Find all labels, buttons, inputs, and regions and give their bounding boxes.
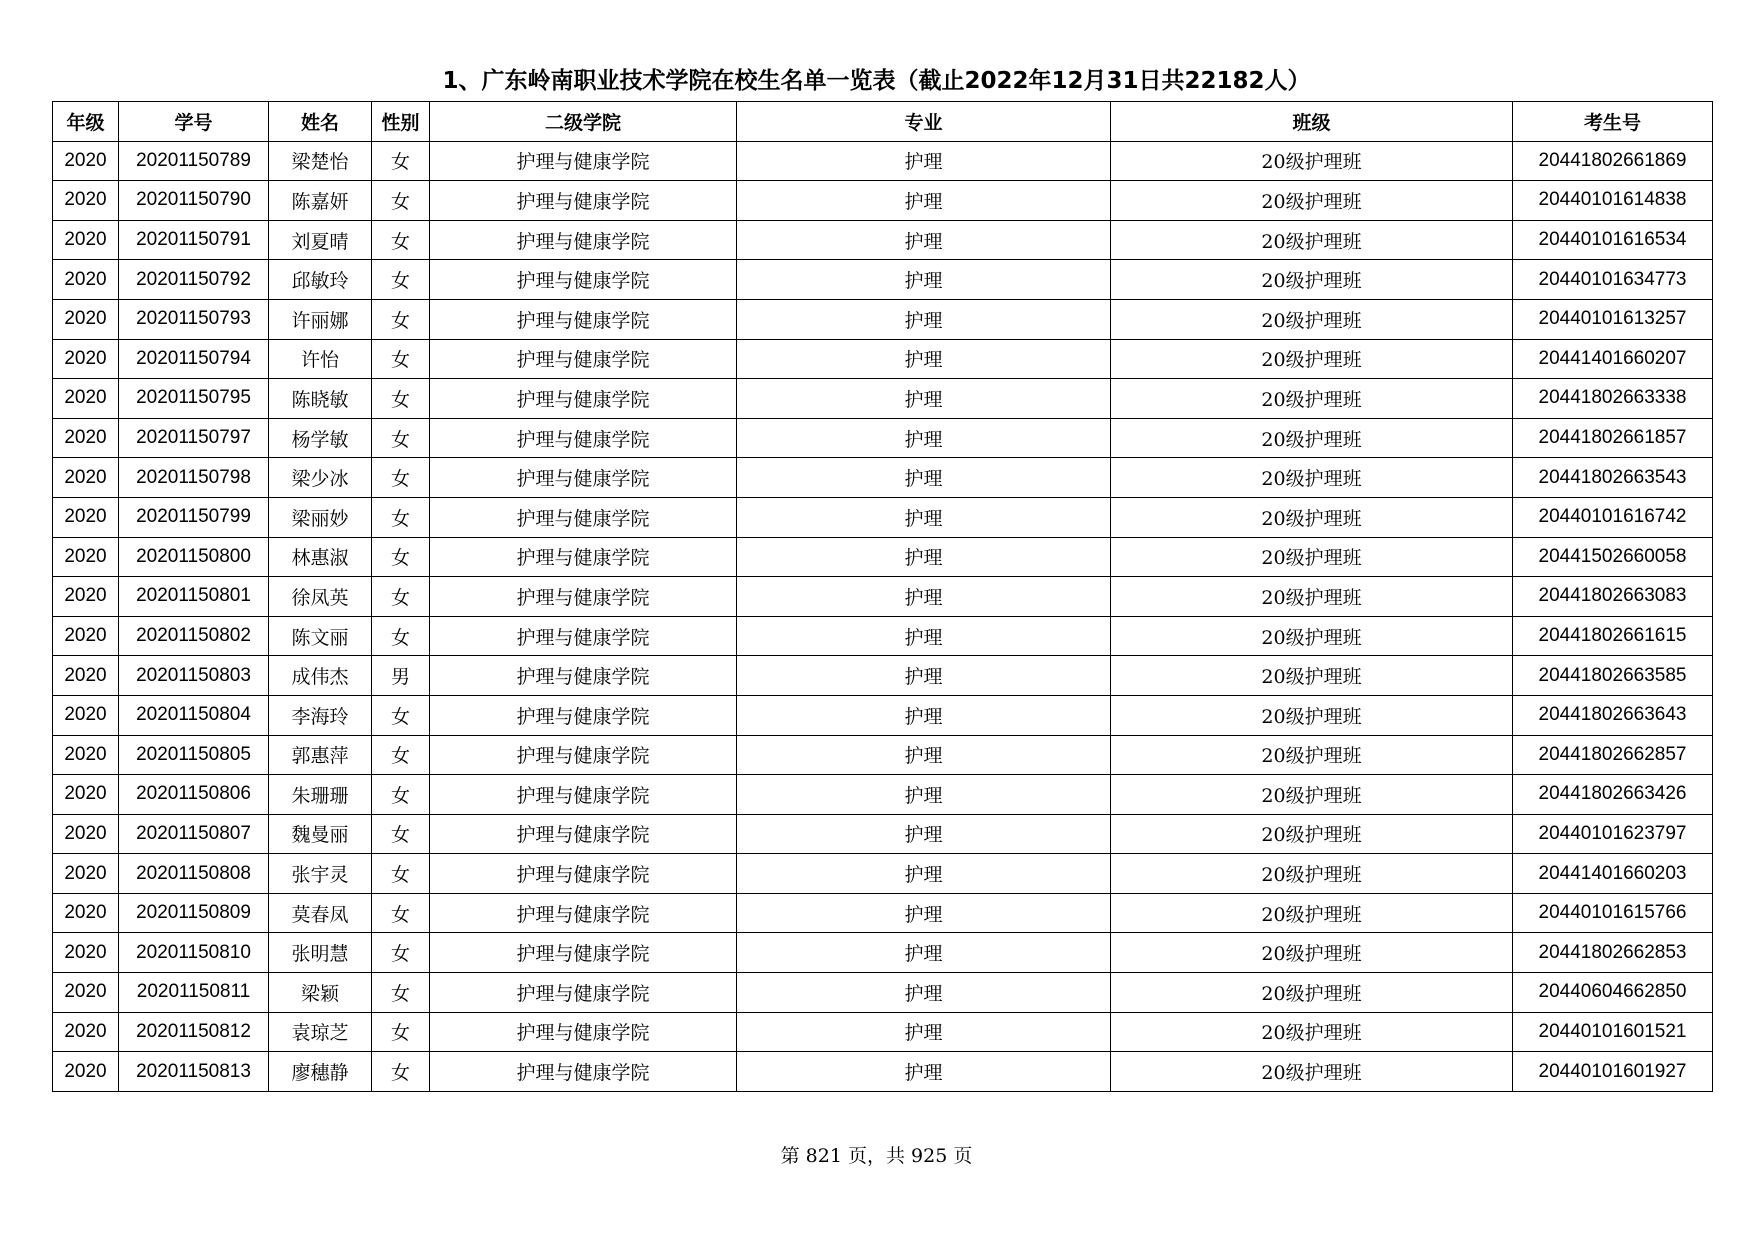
class-cell: 20级护理班	[1111, 854, 1513, 894]
class-cell: 20级护理班	[1111, 893, 1513, 933]
name-cell: 梁丽妙	[269, 497, 372, 537]
name-cell: 刘夏晴	[269, 220, 372, 260]
name-cell: 林惠淑	[269, 537, 372, 577]
table-row	[53, 577, 1713, 617]
grade-cell: 2020	[53, 418, 119, 458]
name-cell: 朱珊珊	[269, 775, 372, 815]
student-id-cell: 20201150791	[119, 220, 269, 260]
exam-number-cell: 20441802661857	[1513, 418, 1713, 458]
student-id-cell: 20201150805	[119, 735, 269, 775]
student-id-cell: 20201150803	[119, 656, 269, 696]
table-row	[53, 299, 1713, 339]
gender-cell: 女	[372, 497, 430, 537]
class-header: 班级	[1111, 102, 1513, 142]
table-row	[53, 458, 1713, 498]
student-id-header: 学号	[119, 102, 269, 142]
name-cell: 郭惠萍	[269, 735, 372, 775]
college-cell: 护理与健康学院	[430, 854, 737, 894]
grade-cell: 2020	[53, 497, 119, 537]
major-cell: 护理	[737, 973, 1111, 1013]
major-cell: 护理	[737, 299, 1111, 339]
major-header: 专业	[737, 102, 1111, 142]
grade-cell: 2020	[53, 1012, 119, 1052]
exam-number-cell: 20441802661615	[1513, 616, 1713, 656]
name-cell: 莫春凤	[269, 893, 372, 933]
major-cell: 护理	[737, 141, 1111, 181]
grade-cell: 2020	[53, 141, 119, 181]
class-cell: 20级护理班	[1111, 497, 1513, 537]
gender-cell: 女	[372, 933, 430, 973]
gender-cell: 女	[372, 695, 430, 735]
class-cell: 20级护理班	[1111, 458, 1513, 498]
exam-number-cell: 20440101616534	[1513, 220, 1713, 260]
grade-cell: 2020	[53, 933, 119, 973]
class-cell: 20级护理班	[1111, 379, 1513, 419]
class-cell: 20级护理班	[1111, 220, 1513, 260]
class-cell: 20级护理班	[1111, 735, 1513, 775]
major-cell: 护理	[737, 418, 1111, 458]
gender-cell: 女	[372, 260, 430, 300]
major-cell: 护理	[737, 339, 1111, 379]
name-cell: 徐凤英	[269, 577, 372, 617]
gender-cell: 女	[372, 220, 430, 260]
grade-cell: 2020	[53, 695, 119, 735]
class-cell: 20级护理班	[1111, 656, 1513, 696]
name-cell: 梁楚怡	[269, 141, 372, 181]
college-cell: 护理与健康学院	[430, 1012, 737, 1052]
college-cell: 护理与健康学院	[430, 735, 737, 775]
exam-number-cell: 20441802663083	[1513, 577, 1713, 617]
grade-cell: 2020	[53, 1052, 119, 1092]
student-id-cell: 20201150811	[119, 973, 269, 1013]
exam-number-cell: 20440101614838	[1513, 181, 1713, 221]
table-row	[53, 854, 1713, 894]
college-cell: 护理与健康学院	[430, 537, 737, 577]
class-cell: 20级护理班	[1111, 418, 1513, 458]
grade-cell: 2020	[53, 893, 119, 933]
exam-number-cell: 20440101634773	[1513, 260, 1713, 300]
header-row	[53, 102, 1713, 142]
major-cell: 护理	[737, 616, 1111, 656]
student-id-cell: 20201150799	[119, 497, 269, 537]
exam-number-cell: 20441401660207	[1513, 339, 1713, 379]
student-id-cell: 20201150808	[119, 854, 269, 894]
class-cell: 20级护理班	[1111, 260, 1513, 300]
student-id-cell: 20201150810	[119, 933, 269, 973]
grade-cell: 2020	[53, 537, 119, 577]
student-id-cell: 20201150792	[119, 260, 269, 300]
major-cell: 护理	[737, 656, 1111, 696]
major-cell: 护理	[737, 181, 1111, 221]
grade-cell: 2020	[53, 577, 119, 617]
student-id-cell: 20201150804	[119, 695, 269, 735]
gender-cell: 女	[372, 299, 430, 339]
gender-cell: 女	[372, 181, 430, 221]
exam-number-cell: 20440101601521	[1513, 1012, 1713, 1052]
name-cell: 李海玲	[269, 695, 372, 735]
grade-cell: 2020	[53, 260, 119, 300]
student-roster-table	[52, 101, 1713, 1092]
grade-cell: 2020	[53, 814, 119, 854]
name-cell: 魏曼丽	[269, 814, 372, 854]
name-cell: 成伟杰	[269, 656, 372, 696]
college-cell: 护理与健康学院	[430, 933, 737, 973]
class-cell: 20级护理班	[1111, 775, 1513, 815]
grade-cell: 2020	[53, 379, 119, 419]
class-cell: 20级护理班	[1111, 339, 1513, 379]
major-cell: 护理	[737, 537, 1111, 577]
exam-number-cell: 20441802663338	[1513, 379, 1713, 419]
class-cell: 20级护理班	[1111, 299, 1513, 339]
class-cell: 20级护理班	[1111, 577, 1513, 617]
major-cell: 护理	[737, 260, 1111, 300]
class-cell: 20级护理班	[1111, 1052, 1513, 1092]
college-cell: 护理与健康学院	[430, 1052, 737, 1092]
college-cell: 护理与健康学院	[430, 418, 737, 458]
college-cell: 护理与健康学院	[430, 339, 737, 379]
table-row	[53, 933, 1713, 973]
table-row	[53, 1052, 1713, 1092]
student-id-cell: 20201150795	[119, 379, 269, 419]
gender-cell: 女	[372, 814, 430, 854]
major-cell: 护理	[737, 220, 1111, 260]
class-cell: 20级护理班	[1111, 814, 1513, 854]
name-cell: 张明慧	[269, 933, 372, 973]
class-cell: 20级护理班	[1111, 181, 1513, 221]
table-row	[53, 418, 1713, 458]
college-cell: 护理与健康学院	[430, 181, 737, 221]
college-cell: 护理与健康学院	[430, 893, 737, 933]
student-id-cell: 20201150807	[119, 814, 269, 854]
major-cell: 护理	[737, 379, 1111, 419]
student-id-cell: 20201150797	[119, 418, 269, 458]
student-id-cell: 20201150793	[119, 299, 269, 339]
exam-number-header: 考生号	[1513, 102, 1713, 142]
exam-number-cell: 20440101615766	[1513, 893, 1713, 933]
table-row	[53, 339, 1713, 379]
table-row	[53, 1012, 1713, 1052]
college-cell: 护理与健康学院	[430, 775, 737, 815]
college-cell: 护理与健康学院	[430, 577, 737, 617]
major-cell: 护理	[737, 893, 1111, 933]
gender-cell: 女	[372, 854, 430, 894]
exam-number-cell: 20440604662850	[1513, 973, 1713, 1013]
exam-number-cell: 20440101616742	[1513, 497, 1713, 537]
college-cell: 护理与健康学院	[430, 458, 737, 498]
name-cell: 许丽娜	[269, 299, 372, 339]
grade-cell: 2020	[53, 339, 119, 379]
name-header: 姓名	[269, 102, 372, 142]
exam-number-cell: 20440101601927	[1513, 1052, 1713, 1092]
table-row	[53, 656, 1713, 696]
table-row	[53, 893, 1713, 933]
table-row	[53, 735, 1713, 775]
table-row	[53, 814, 1713, 854]
gender-cell: 女	[372, 973, 430, 1013]
major-cell: 护理	[737, 1012, 1111, 1052]
table-row	[53, 220, 1713, 260]
college-cell: 护理与健康学院	[430, 973, 737, 1013]
name-cell: 袁琼芝	[269, 1012, 372, 1052]
exam-number-cell: 20441802662857	[1513, 735, 1713, 775]
gender-cell: 女	[372, 1012, 430, 1052]
major-cell: 护理	[737, 775, 1111, 815]
gender-header: 性别	[372, 102, 430, 142]
major-cell: 护理	[737, 735, 1111, 775]
gender-cell: 女	[372, 379, 430, 419]
grade-cell: 2020	[53, 299, 119, 339]
gender-cell: 女	[372, 537, 430, 577]
table-header	[53, 102, 1713, 142]
college-cell: 护理与健康学院	[430, 616, 737, 656]
student-id-cell: 20201150806	[119, 775, 269, 815]
name-cell: 陈文丽	[269, 616, 372, 656]
grade-cell: 2020	[53, 656, 119, 696]
student-id-cell: 20201150789	[119, 141, 269, 181]
page-number: 第 821 页，共 925 页	[780, 1145, 973, 1167]
student-id-cell: 20201150802	[119, 616, 269, 656]
document-title: 1、广东岭南职业技术学院在校生名单一览表（截止2022年12月31日共22182人）	[442, 68, 1311, 94]
table-row	[53, 616, 1713, 656]
name-cell: 张宇灵	[269, 854, 372, 894]
class-cell: 20级护理班	[1111, 141, 1513, 181]
table-row	[53, 973, 1713, 1013]
gender-cell: 女	[372, 418, 430, 458]
name-cell: 陈晓敏	[269, 379, 372, 419]
gender-cell: 男	[372, 656, 430, 696]
table-row	[53, 537, 1713, 577]
table-row	[53, 379, 1713, 419]
gender-cell: 女	[372, 735, 430, 775]
college-cell: 护理与健康学院	[430, 260, 737, 300]
name-cell: 邱敏玲	[269, 260, 372, 300]
table-row	[53, 497, 1713, 537]
gender-cell: 女	[372, 893, 430, 933]
class-cell: 20级护理班	[1111, 695, 1513, 735]
name-cell: 廖穗静	[269, 1052, 372, 1092]
name-cell: 梁少冰	[269, 458, 372, 498]
exam-number-cell: 20441401660203	[1513, 854, 1713, 894]
table-row	[53, 775, 1713, 815]
college-cell: 护理与健康学院	[430, 695, 737, 735]
major-cell: 护理	[737, 458, 1111, 498]
grade-cell: 2020	[53, 973, 119, 1013]
student-id-cell: 20201150809	[119, 893, 269, 933]
table-body	[53, 141, 1713, 1091]
major-cell: 护理	[737, 497, 1111, 537]
grade-cell: 2020	[53, 616, 119, 656]
exam-number-cell: 20441802663426	[1513, 775, 1713, 815]
class-cell: 20级护理班	[1111, 973, 1513, 1013]
class-cell: 20级护理班	[1111, 1012, 1513, 1052]
grade-cell: 2020	[53, 735, 119, 775]
college-cell: 护理与健康学院	[430, 497, 737, 537]
exam-number-cell: 20441802662853	[1513, 933, 1713, 973]
student-id-cell: 20201150798	[119, 458, 269, 498]
gender-cell: 女	[372, 339, 430, 379]
major-cell: 护理	[737, 1052, 1111, 1092]
major-cell: 护理	[737, 933, 1111, 973]
name-cell: 许怡	[269, 339, 372, 379]
grade-cell: 2020	[53, 181, 119, 221]
class-cell: 20级护理班	[1111, 537, 1513, 577]
table-row	[53, 181, 1713, 221]
college-cell: 护理与健康学院	[430, 379, 737, 419]
grade-cell: 2020	[53, 458, 119, 498]
gender-cell: 女	[372, 458, 430, 498]
grade-cell: 2020	[53, 220, 119, 260]
major-cell: 护理	[737, 577, 1111, 617]
college-cell: 护理与健康学院	[430, 220, 737, 260]
gender-cell: 女	[372, 775, 430, 815]
student-id-cell: 20201150794	[119, 339, 269, 379]
gender-cell: 女	[372, 1052, 430, 1092]
exam-number-cell: 20441802663543	[1513, 458, 1713, 498]
gender-cell: 女	[372, 616, 430, 656]
student-id-cell: 20201150813	[119, 1052, 269, 1092]
student-id-cell: 20201150790	[119, 181, 269, 221]
college-cell: 护理与健康学院	[430, 141, 737, 181]
major-cell: 护理	[737, 695, 1111, 735]
exam-number-cell: 20441802663643	[1513, 695, 1713, 735]
class-cell: 20级护理班	[1111, 616, 1513, 656]
exam-number-cell: 20441502660058	[1513, 537, 1713, 577]
college-cell: 护理与健康学院	[430, 656, 737, 696]
class-cell: 20级护理班	[1111, 933, 1513, 973]
name-cell: 陈嘉妍	[269, 181, 372, 221]
exam-number-cell: 20441802663585	[1513, 656, 1713, 696]
student-id-cell: 20201150800	[119, 537, 269, 577]
college-cell: 护理与健康学院	[430, 299, 737, 339]
college-header: 二级学院	[430, 102, 737, 142]
table-row	[53, 141, 1713, 181]
gender-cell: 女	[372, 141, 430, 181]
college-cell: 护理与健康学院	[430, 814, 737, 854]
table-row	[53, 695, 1713, 735]
name-cell: 杨学敏	[269, 418, 372, 458]
major-cell: 护理	[737, 814, 1111, 854]
grade-cell: 2020	[53, 854, 119, 894]
major-cell: 护理	[737, 854, 1111, 894]
grade-cell: 2020	[53, 775, 119, 815]
gender-cell: 女	[372, 577, 430, 617]
exam-number-cell: 20440101613257	[1513, 299, 1713, 339]
student-id-cell: 20201150812	[119, 1012, 269, 1052]
grade-header: 年级	[53, 102, 119, 142]
name-cell: 梁颖	[269, 973, 372, 1013]
table-row	[53, 260, 1713, 300]
exam-number-cell: 20440101623797	[1513, 814, 1713, 854]
exam-number-cell: 20441802661869	[1513, 141, 1713, 181]
student-id-cell: 20201150801	[119, 577, 269, 617]
